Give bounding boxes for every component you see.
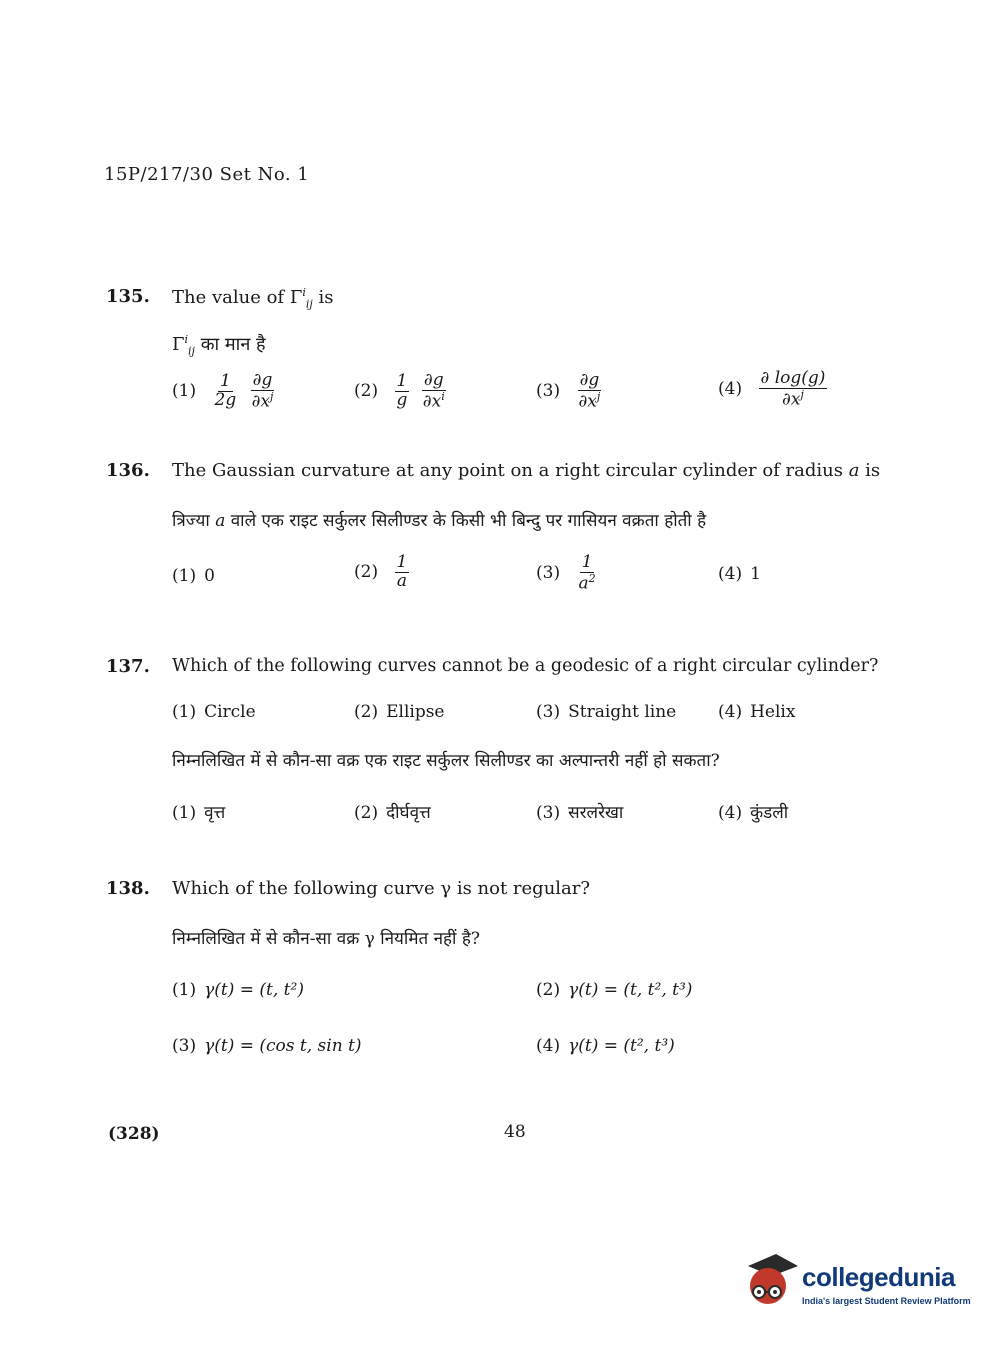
question-number: 137. xyxy=(106,656,150,677)
option-4: (4) $\frac{\partial \log(g)}{\partial x^j}$ xyxy=(718,368,826,410)
fraction: $\frac{\partial \log(g)}{\partial x^j}$ xyxy=(760,368,826,410)
logo-tagline: India's largest Student Review Platform xyxy=(802,1296,971,1306)
option-4: (4) γ(t) = (t², t³) xyxy=(536,1036,675,1056)
question-137 xyxy=(106,656,906,836)
fraction: $\frac{1}{2g}$ xyxy=(214,371,237,411)
option-2: (2) γ(t) = (t, t², t³) xyxy=(536,980,693,1000)
fraction: $\frac{1}{a}$ xyxy=(396,552,408,591)
question-text-hi: $\Gamma^i_{ij}$ का मान है xyxy=(172,333,266,358)
mascot-icon xyxy=(742,1252,800,1314)
question-136 xyxy=(106,460,906,600)
question-text-hi: निम्नलिखित में से कौन-सा वक्र γ नियमित नहीं है? xyxy=(172,929,480,949)
question-number: 138. xyxy=(106,878,150,899)
option-2-en: (2) Ellipse xyxy=(354,702,445,722)
logo-wordmark: collegedunia xyxy=(802,1262,955,1292)
footer-code: (328) xyxy=(108,1124,160,1144)
option-3-hi: (3) सरलरेखा xyxy=(536,803,624,823)
option-2: (2) $\frac{1}{a}$ xyxy=(354,552,408,591)
option-3: (3) $\frac{1}{a^2}$ xyxy=(536,552,596,594)
fraction: $\frac{\partial g}{\partial x^i}$ xyxy=(422,370,445,412)
question-text-en: Which of the following curves cannot be a geodesic of a right circular cylinder? xyxy=(172,656,879,676)
option-1: (1) 0 xyxy=(172,566,215,586)
question-text-en: The value of $\Gamma^i_{ij}$ is xyxy=(172,286,334,311)
option-2-hi: (2) दीर्घवृत्त xyxy=(354,803,431,823)
question-138 xyxy=(106,878,906,1068)
option-4-hi: (4) कुंडली xyxy=(718,803,789,823)
question-number: 135. xyxy=(106,286,150,307)
option-4: (4) 1 xyxy=(718,564,761,584)
fraction: $\frac{1}{g}$ xyxy=(396,371,408,411)
option-3-en: (3) Straight line xyxy=(536,702,677,722)
collegedunia-logo xyxy=(742,1250,972,1320)
option-1-en: (1) Circle xyxy=(172,702,256,722)
option-3: (3) γ(t) = (cos t, sin t) xyxy=(172,1036,362,1056)
question-number: 136. xyxy=(106,460,150,481)
question-text-en: Which of the following curve γ is not regular? xyxy=(172,878,591,899)
paper-code-header: 15P/217/30 Set No. 1 xyxy=(104,164,310,185)
question-text-hi: त्रिज्या a वाले एक राइट सर्कुलर सिलीण्डर के किसी भी बिन्दु पर गासियन वक्रता होती है xyxy=(172,511,707,531)
option-4-en: (4) Helix xyxy=(718,702,796,722)
option-2: (2) $\frac{1}{g}$ $\frac{\partial g}{\partial x^i}$ xyxy=(354,370,445,412)
option-1: (1) γ(t) = (t, t²) xyxy=(172,980,304,1000)
page-number: 48 xyxy=(504,1122,526,1142)
fraction: $\frac{\partial g}{\partial x^j}$ xyxy=(578,370,601,412)
fraction: $\frac{1}{a^2}$ xyxy=(578,552,596,594)
question-135 xyxy=(106,286,906,426)
question-text-hi: निम्नलिखित में से कौन-सा वक्र एक राइट सर्कुलर सिलीण्डर का अल्पान्तरी नहीं हो सकता? xyxy=(172,751,720,771)
option-1: (1) $\frac{1}{2g}$ $\frac{\partial g}{\partial x^j}$ xyxy=(172,370,274,412)
option-3: (3) $\frac{\partial g}{\partial x^j}$ xyxy=(536,370,601,412)
question-text-en: The Gaussian curvature at any point on a right circular cylinder of radius a is xyxy=(172,460,881,481)
option-1-hi: (1) वृत्त xyxy=(172,803,226,823)
fraction: $\frac{\partial g}{\partial x^j}$ xyxy=(251,370,274,412)
